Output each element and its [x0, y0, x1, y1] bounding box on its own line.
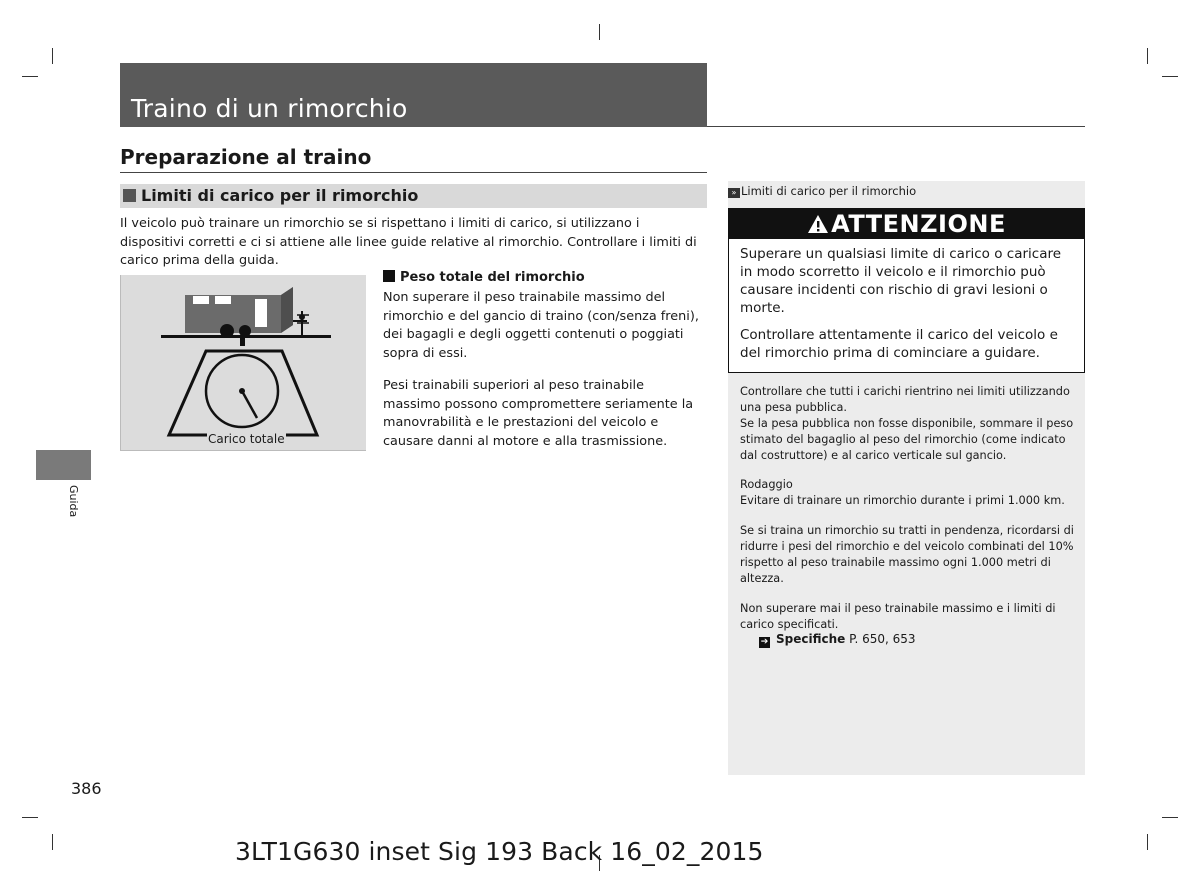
- chapter-tab-label: Guida: [67, 485, 80, 518]
- square-bullet-icon: [383, 270, 395, 282]
- warning-text-2: Controllare attentamente il carico del veicolo e del rimorchio prima di cominciare a guidare.: [740, 327, 1058, 361]
- figure-caption: Carico totale: [208, 432, 285, 446]
- subheading-square-icon: [123, 189, 136, 202]
- crop-mark: [1162, 76, 1178, 77]
- crop-mark: [52, 834, 53, 850]
- crop-mark: [22, 76, 38, 77]
- intro-paragraph: Il veicolo può trainare un rimorchio se si rispettano i limiti di carico, si utilizzano i dispositivi corretti e ci si attiene alle linee guide relative al rimorchio. Controllare i limiti di carico prima della guida.: [120, 216, 697, 268]
- subheading-bar: [120, 184, 707, 208]
- section-title: Preparazione al traino: [120, 145, 372, 169]
- spec-reference-link[interactable]: [759, 632, 916, 648]
- crop-mark: [1147, 48, 1148, 64]
- note-pesa-pubblica: Controllare che tutti i carichi rientrino nei limiti utilizzando una pesa pubblica. Se la pesa pubblica non fosse disponibile, sommare il peso stimato del bagaglio al peso del rimorchio (come indicato dal costruttore) e al carico verticale sul gancio.: [740, 385, 1074, 462]
- spec-label: Specifiche: [776, 632, 846, 646]
- warning-box: [728, 208, 1085, 373]
- peso-paragraph-1: Non superare il peso trainabile massimo del rimorchio e del gancio di traino (con/senza freni), dei bagagli e degli oggetti contenuti o poggiati sopra di essi.: [383, 290, 699, 361]
- spec-pages: P. 650, 653: [849, 632, 916, 646]
- ref-label-text: Limiti di carico per il rimorchio: [741, 184, 917, 198]
- chapter-title: Traino di un rimorchio: [131, 94, 408, 123]
- page-number: 386: [71, 779, 102, 798]
- sidebar-notes: [728, 181, 1085, 775]
- subheading: Limiti di carico per il rimorchio: [141, 186, 419, 205]
- section-rule: [120, 172, 707, 173]
- warning-triangle-icon: [807, 214, 829, 234]
- crop-mark: [1147, 834, 1148, 850]
- chapter-tab: [36, 450, 91, 480]
- double-arrow-icon: »: [728, 188, 740, 198]
- crop-mark: [1162, 817, 1178, 818]
- crop-mark: [22, 817, 38, 818]
- note-rodaggio: Rodaggio Evitare di trainare un rimorchio durante i primi 1.000 km.: [740, 478, 1065, 507]
- print-footer: 3LT1G630 inset Sig 193 Back 16_02_2015: [235, 837, 764, 866]
- trailer-on-scale-drawing: [121, 275, 366, 450]
- chapter-title-bar: [120, 63, 707, 127]
- scale-illustration: [120, 275, 366, 451]
- peso-heading-text: Peso totale del rimorchio: [400, 270, 585, 285]
- crop-mark: [52, 48, 53, 64]
- note-pendenza: Se si traina un rimorchio su tratti in pendenza, ricordarsi di ridurre i pesi del rimorchio e del veicolo combinati del 10% rispetto al peso trainabile massimo ogni 1.000 metri di altezza.: [740, 524, 1074, 585]
- title-rule: [707, 126, 1085, 127]
- note-limiti: Non superare mai il peso trainabile massimo e i limiti di carico specificati.: [740, 602, 1056, 631]
- peso-heading: [383, 270, 585, 285]
- peso-paragraph-2: Pesi trainabili superiori al peso trainabile massimo possono compromettere seriamente la manovrabilità e le prestazioni del veicolo e causare danni al motore e alla trasmissione.: [383, 378, 694, 449]
- crop-mark: [599, 24, 600, 40]
- link-arrow-icon: ➔: [760, 637, 769, 647]
- ref-label: [728, 184, 916, 198]
- warning-header: [729, 209, 1084, 239]
- warning-title: ATTENZIONE: [831, 210, 1006, 238]
- warning-text-1: Superare un qualsiasi limite di carico o caricare in modo scorretto il veicolo e il rimorchio può causare incidenti con rischio di gravi lesioni o morte.: [740, 246, 1062, 316]
